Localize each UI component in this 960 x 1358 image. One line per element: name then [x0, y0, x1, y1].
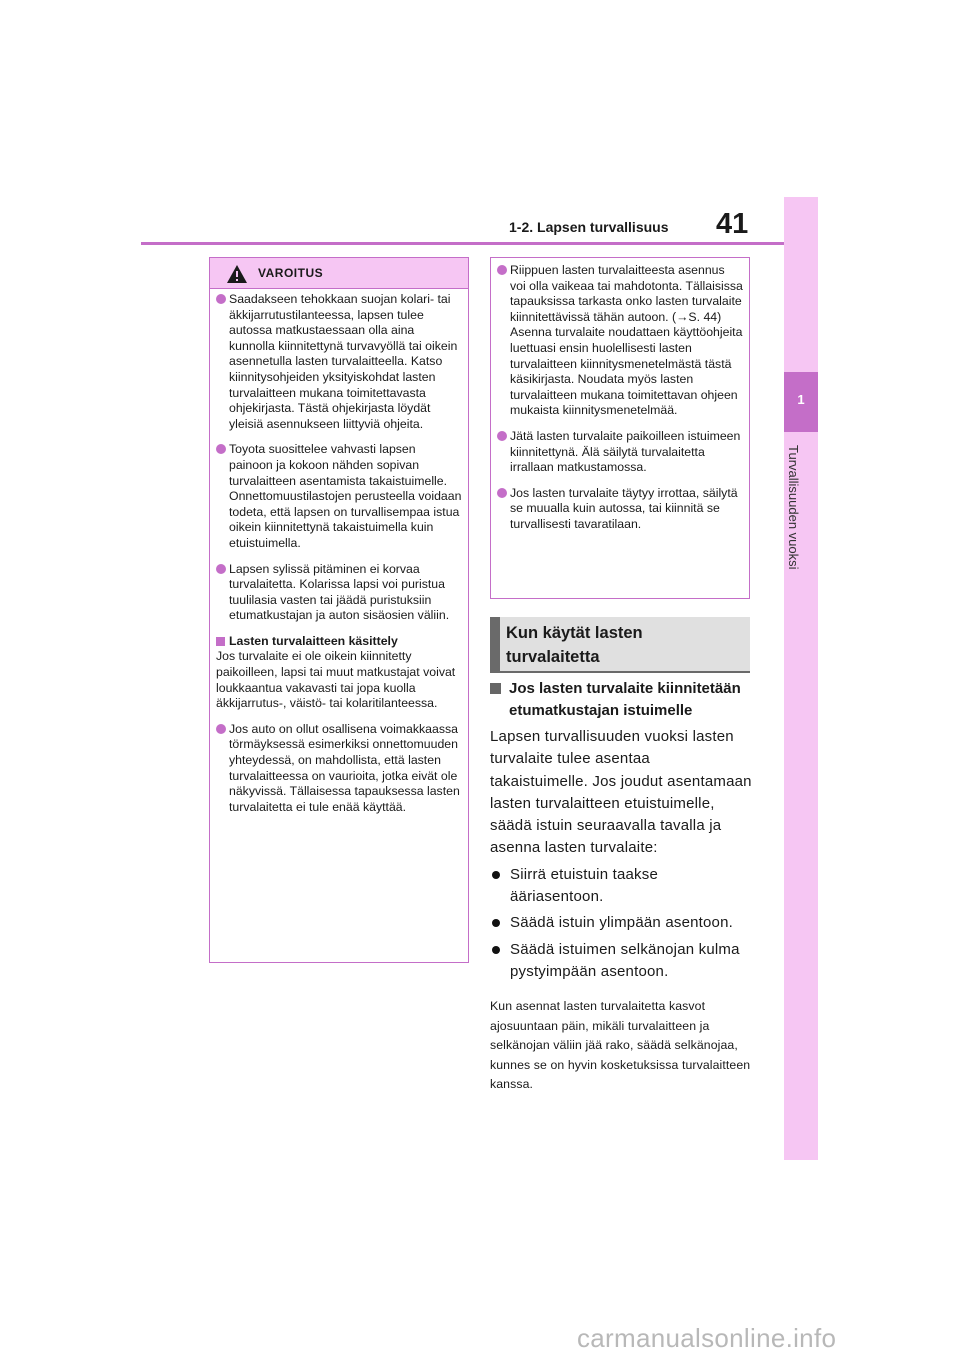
- bullet-dot-icon: [216, 294, 226, 304]
- chapter-number: 1: [797, 392, 805, 407]
- warning-item-text: Jos auto on ollut osallisena voimakkaassa törmäyksessä esimerkiksi onnettomuuden yhteydessä, on mahdollista, että lasten turvalaitteessa on vaurioita, jotka eivät ole näkyvissä. Tällaisessa tapauksessa lasten turvalaitetta ei tule enää käyttää.: [229, 721, 460, 814]
- step-text: Siirrä etuistuin taakse ääriasentoon.: [510, 865, 659, 906]
- warning-item-text: Jos lasten turvalaite täytyy irrottaa, säilytä se muualla kuin autossa, tai kiinnitä se turvallisesti tavaratilaan.: [510, 485, 738, 531]
- bullet-dot-icon: [492, 946, 500, 954]
- bullet-dot-icon: [497, 265, 507, 275]
- chapter-side-tab: [784, 197, 818, 1160]
- main-content: [490, 678, 752, 1095]
- bullet-square-icon: [490, 683, 501, 694]
- subsection-header: [490, 617, 750, 673]
- step-item: [490, 864, 752, 909]
- warning-item: [216, 562, 462, 624]
- handling-heading-text: Lasten turvalaitteen käsittely: [229, 633, 398, 648]
- handling-text: Jos turvalaite ei ole oikein kiinnitetty paikoilleen, lapsi tai muut matkustajat voivat loukkaantua vakavasti tai jopa kuolla äkkijarrutus-, väistö- tai kolaritilanteessa.: [216, 649, 456, 711]
- bullet-dot-icon: [216, 444, 226, 454]
- bullet-square-icon: [216, 637, 225, 646]
- bullet-dot-icon: [492, 871, 500, 879]
- bullet-dot-icon: [492, 919, 500, 927]
- step-text: Säädä istuin ylimpään asentoon.: [510, 914, 734, 932]
- warning-item: [216, 442, 462, 551]
- warning-triangle-icon: [226, 264, 248, 284]
- bullet-dot-icon: [216, 724, 226, 734]
- header-rule: [141, 242, 784, 245]
- warning-header: [210, 258, 468, 289]
- page-number: 41: [716, 208, 749, 240]
- warning-item-text: Toyota suosittelee vahvasti lapsen painoon ja kokoon nähden sopivan turvalaitteen asentamista takaistuimelle. Onnettomuustilastojen perusteella voidaan todeta, että lapsen on turvallisempaa istua oikein kiinnitettynä takaistuimella kuin etuistuimella.: [229, 442, 462, 550]
- warning-continued-body: [491, 258, 749, 533]
- warning-item-text: Riippuen lasten turvalaitteesta asennus voi olla vaikeaa tai mahdotonta. Tällaisissa tapauksissa tarkasta onko lasten turvalaite kiinnitettävissä tähän autoon. (→S. 44) Asenna turvalaite noudattaen käyttöohjeita luettuasi ensin huolellisesti lasten turvalaitteen kiinnitysmenetelmästä tästä käsikirjasta. Noudata myös lasten turvalaitteen mukana toimitettavan ohjeen mukaista kiinnitysmenetelmää.: [510, 263, 743, 418]
- chapter-title: Turvallisuuden vuoksi: [786, 445, 801, 570]
- warning-item-text: Jätä lasten turvalaite paikoilleen istuimeen kiinnitettynä. Älä säilytä turvalaitetta irrallaan matkustamossa.: [510, 428, 741, 475]
- handling-heading: [216, 634, 462, 650]
- warning-box: [209, 257, 469, 963]
- warning-item: [497, 263, 743, 419]
- warning-item: [497, 486, 743, 533]
- warning-item: [216, 292, 462, 432]
- main-intro: Lapsen turvallisuuden vuoksi lasten turvalaite tulee asentaa takaistuimelle. Jos joudut asentamaan lasten turvalaitteen etuistuimelle, säädä istuin seuraavalla tavalla ja asenna lasten turvalaite:: [490, 728, 752, 857]
- step-item: [490, 912, 752, 934]
- warning-item: [216, 722, 462, 816]
- main-note: Kun asennat lasten turvalaitetta kasvot ajosuuntaan päin, mikäli turvalaitteen ja selkänojan väliin jää rako, säädä selkänojaa, kunnes se on hyvin kosketuksissa turvalaitteen kanssa.: [490, 999, 751, 1092]
- warning-item-text: Lapsen sylissä pitäminen ei korvaa turvalaitetta. Kolarissa lapsi voi puristua tuulilasia vasten tai jäädä puristuksiin etumatkustajan ja auton sisäosien väliin.: [229, 561, 450, 623]
- subsection-bar: [490, 617, 500, 673]
- main-heading: [490, 678, 752, 722]
- bullet-dot-icon: [497, 431, 507, 441]
- warning-item-text: Saadakseen tehokkaan suojan kolari- tai äkkijarrutustilanteessa, lapsen tulee autossa matkustaessaan olla aina kunnolla kiinnitettynä turvavyöllä tai oikein asennetulla lasten turvalaitteella. Katso kiinnitysohjeiden yksityiskohdat lasten turvalaitteen mukana toimitettavasta ohjekirjasta. Tästä ohjekirjasta löydät yleisiä asennukseen liittyviä ohjeita.: [229, 292, 458, 431]
- step-item: [490, 939, 752, 984]
- bullet-dot-icon: [497, 488, 507, 498]
- section-heading: 1-2. Lapsen turvallisuus: [509, 219, 669, 235]
- warning-item: [497, 429, 743, 476]
- step-text: Säädä istuimen selkänojan kulma pystyimpään asentoon.: [510, 940, 740, 980]
- warning-title: VAROITUS: [258, 266, 324, 280]
- watermark: carmanualsonline.info: [577, 1323, 837, 1353]
- subsection-title: Kun käytät lasten turvalaitetta: [506, 624, 643, 666]
- bullet-dot-icon: [216, 564, 226, 574]
- main-heading-text: Jos lasten turvalaite kiinnitetään etumatkustajan istuimelle: [509, 680, 741, 719]
- warning-continued-box: [490, 257, 750, 599]
- warning-body: [210, 289, 468, 815]
